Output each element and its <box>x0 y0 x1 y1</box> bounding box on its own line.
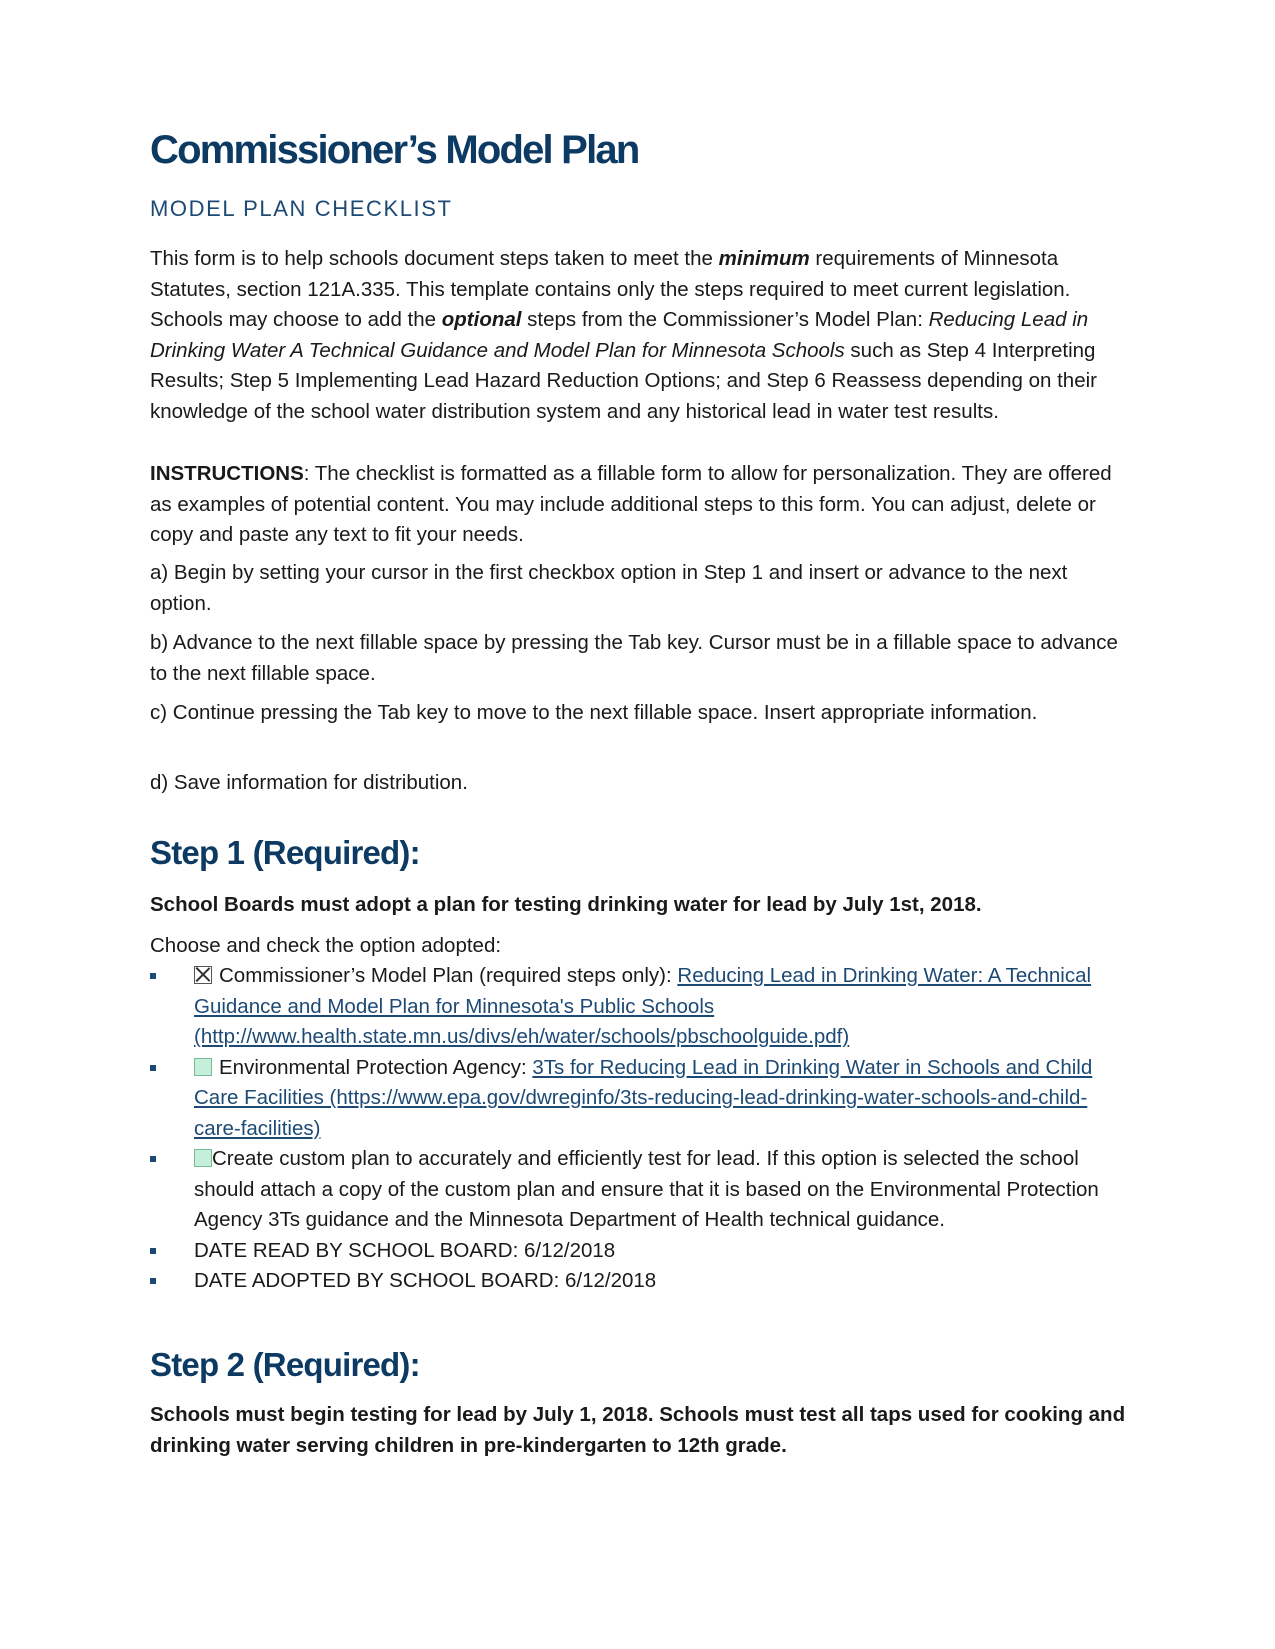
checkbox-commissioner-plan[interactable] <box>194 966 212 984</box>
document-title: Commissioner’s Model Plan <box>150 128 639 172</box>
instructions-text: : The checklist is formatted as a fillable form to allow for personalization. They are offered as examples of potential content. You may include additional steps to this form. You can adjust, delete or copy and paste any text to fit your needs. <box>150 462 1112 546</box>
option2-link[interactable]: 3Ts for Reducing Lead in Drinking Water in Schools and Child Care Facilities (https://www.epa.gov/dwreginfo/3ts-reducing-lead-drinking-water-schools-and-child-care-facilities) <box>194 1055 1093 1140</box>
instruction-step-d-text: d) Save information for distribution. <box>150 771 468 794</box>
bullet-icon <box>150 1156 156 1162</box>
option-custom-plan <box>150 1144 1130 1236</box>
date-adopted-field[interactable]: DATE ADOPTED BY SCHOOL BOARD: 6/12/2018 <box>194 1269 657 1292</box>
step1-choose-text: Choose and check the option adopted: <box>150 934 502 957</box>
intro-text-2: requirements of Minnesota Statutes, section 121A.335. This template contains only the steps required to meet current legislation. Schools may choose to add the <box>150 247 1071 331</box>
date-read-item <box>150 1236 1130 1267</box>
bullet-icon <box>150 1248 156 1254</box>
instruction-step-b <box>150 628 1130 689</box>
option1-label: Commissioner’s Model Plan (required steps only): <box>219 964 678 987</box>
step1-heading: Step 1 (Required): <box>150 834 420 871</box>
intro-text-3: steps from the Commissioner’s Model Plan: <box>521 308 929 331</box>
emphasis-minimum: minimum <box>718 247 810 270</box>
instruction-step-b-text: b) Advance to the next fillable space by pressing the Tab key. Cursor must be in a fillable space to advance to the next fillable space. <box>150 631 1118 685</box>
bullet-icon <box>150 1065 156 1071</box>
instructions-label: INSTRUCTIONS <box>150 462 304 485</box>
option2-label: Environmental Protection Agency: <box>219 1055 533 1079</box>
checkbox-custom-plan[interactable] <box>194 1149 212 1167</box>
intro-section <box>150 244 1130 427</box>
date-read-field[interactable]: DATE READ BY SCHOOL BOARD: 6/12/2018 <box>194 1238 616 1262</box>
date-adopted-item <box>150 1266 1130 1297</box>
option1-link[interactable]: Reducing Lead in Drinking Water: A Technical Guidance and Model Plan for Minnesota's Public Schools (http://www.health.state.mn.us/divs/eh/water/schools/pbschoolguide.pdf) <box>194 964 1092 1048</box>
guidance-title: Reducing Lead in Drinking Water A Technical Guidance and Model Plan for Minnesota Schools <box>150 308 1089 362</box>
instruction-step-c-text: c) Continue pressing the Tab key to move to the next fillable space. Insert appropriate information. <box>150 701 1038 724</box>
bullet-icon <box>150 973 156 979</box>
step2-requirement <box>150 1400 1130 1461</box>
step2-heading: Step 2 (Required): <box>150 1346 420 1383</box>
step1-options-list <box>150 961 1130 1297</box>
instruction-step-d <box>150 768 1130 799</box>
step2-requirement-text: Schools must begin testing for lead by July 1, 2018. Schools must test all taps used for cooking and drinking water serving children in pre-kindergarten to 12th grade. <box>150 1403 1126 1457</box>
instruction-step-a <box>150 558 1130 619</box>
option-commissioner-plan <box>150 961 1130 1053</box>
emphasis-optional: optional <box>441 308 522 331</box>
intro-paragraph <box>150 244 1130 427</box>
step1-options <box>150 961 1130 1297</box>
step1-requirement <box>150 890 1130 921</box>
bullet-icon <box>150 1278 156 1284</box>
option3-label: Create custom plan to accurately and efficiently test for lead. If this option is selected the school should attach a copy of the custom plan and ensure that it is based on the Environmental Protection Agency 3Ts guidance and the Minnesota Department of Health technical guidance. <box>194 1147 1099 1231</box>
step1-choose <box>150 931 1130 962</box>
checkbox-epa-3ts[interactable] <box>194 1058 212 1076</box>
intro-text-1: This form is to help schools document steps taken to meet the <box>150 247 719 270</box>
option-epa-3ts <box>150 1053 1130 1145</box>
document-subtitle: MODEL PLAN CHECKLIST <box>150 196 453 221</box>
intro-text-4: such as Step 4 Interpreting Results; Step 5 Implementing Lead Hazard Reduction Options; and Step 6 Reassess depending on their knowledge of the school water distribution system and any historical lead in water test results. <box>150 338 1097 423</box>
instructions-paragraph <box>150 459 1130 551</box>
instruction-step-a-text: a) Begin by setting your cursor in the first checkbox option in Step 1 and insert or advance to the next option. <box>150 561 1068 615</box>
instructions-section <box>150 459 1130 551</box>
instruction-step-c <box>150 698 1130 729</box>
step1-requirement-text: School Boards must adopt a plan for testing drinking water for lead by July 1st, 2018. <box>150 893 982 916</box>
